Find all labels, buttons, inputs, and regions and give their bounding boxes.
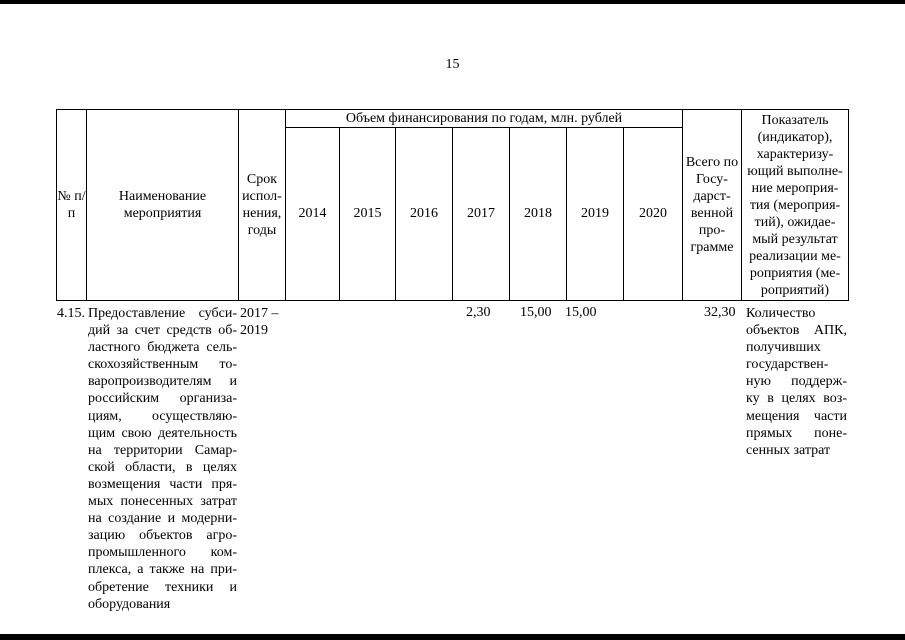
header-year-2017: 2017 xyxy=(467,206,495,221)
col-line xyxy=(848,109,849,301)
name-line: мых понесенных затрат xyxy=(88,494,237,510)
name-line: оборудования xyxy=(88,596,171,612)
name-line: циям, осуществляю- xyxy=(88,408,237,424)
name-line: дий за счет средств об- xyxy=(88,323,237,339)
value-total: 32,30 xyxy=(704,305,736,320)
indicator-line: Количество xyxy=(746,306,816,321)
term-line: 2019 xyxy=(240,323,268,339)
name-line: ластного бюджета сель- xyxy=(88,340,237,356)
indicator-line: объектов АПК, xyxy=(746,323,847,339)
row-indicator xyxy=(746,305,847,459)
indicator-line: прямых поне- xyxy=(746,425,847,441)
header-year-2018: 2018 xyxy=(524,206,552,221)
indicator-line: ку в целях воз- xyxy=(746,391,847,407)
header-name: Наименование мероприятия xyxy=(118,189,207,221)
header-year-2014: 2014 xyxy=(298,206,327,221)
value-2017: 2,30 xyxy=(466,305,491,320)
value-2018: 15,00 xyxy=(520,305,552,320)
header-indicator: Показатель (индикатор), характеризу-ющий выполне-ние мероприя-тия (мероприя-тий), ожидае-мый результат реализации ме-роприятия (ме-роприятий) xyxy=(747,112,843,298)
indicator-line: мещения части xyxy=(746,408,847,424)
indicator-line: сенных затрат xyxy=(746,442,831,458)
header-year-2020: 2020 xyxy=(639,206,667,221)
name-line: зацию объектов агро- xyxy=(88,528,237,544)
name-line: промышленного ком- xyxy=(88,545,237,561)
header-year-2015: 2015 xyxy=(353,206,382,221)
header-term: Срок испол-нения, годы xyxy=(242,172,282,238)
header-year-2016: 2016 xyxy=(410,206,438,221)
name-line: скохозяйственным то- xyxy=(88,357,237,373)
name-line: на территории Самар- xyxy=(88,442,237,458)
row-name xyxy=(88,305,237,613)
name-line: ской области, в целях xyxy=(88,459,237,475)
top-border xyxy=(0,0,905,4)
indicator-line: государствен- xyxy=(746,357,829,373)
name-line: щим свою деятельность xyxy=(88,425,237,441)
bottom-border xyxy=(0,634,905,640)
header-year-2019: 2019 xyxy=(581,206,609,221)
header-financing-group: Объем финансирования по годам, млн. рублей xyxy=(345,111,623,126)
name-line: на создание и модерни- xyxy=(88,511,237,527)
row-number: 4.15. xyxy=(57,306,85,321)
page-number: 15 xyxy=(445,57,460,72)
value-2019: 15,00 xyxy=(565,305,597,320)
name-line: варопроизводителям и xyxy=(88,374,237,390)
indicator-line: получивших xyxy=(746,340,821,356)
header-total: Всего по Госу-дарст-венной про-грамме xyxy=(685,155,739,255)
term-line: 2017 – xyxy=(240,306,279,321)
name-line: обретение техники и xyxy=(88,579,237,595)
name-line: российским организа- xyxy=(88,391,237,407)
name-line: возмещения части пря- xyxy=(88,476,237,492)
header-number: № п/п xyxy=(57,189,86,221)
indicator-line: ную поддерж- xyxy=(746,374,847,390)
name-line: плекса, а также на при- xyxy=(88,562,237,578)
row-term xyxy=(240,305,285,339)
name-line: Предоставление субси- xyxy=(88,306,237,321)
